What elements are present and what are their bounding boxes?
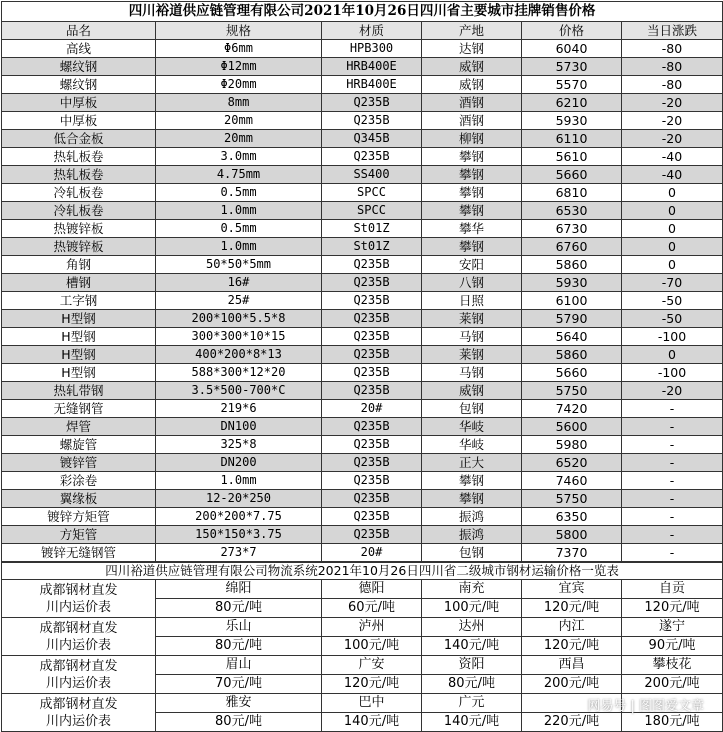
spec-cell: 25# xyxy=(156,292,322,310)
change-cell: -50 xyxy=(622,310,723,328)
material-cell: Q235B xyxy=(322,346,422,364)
product-name-cell: 热镀锌板 xyxy=(2,220,156,238)
origin-cell: 莱钢 xyxy=(422,310,522,328)
spec-cell: 0.5mm xyxy=(156,220,322,238)
origin-cell: 日照 xyxy=(422,292,522,310)
table-row xyxy=(2,40,723,58)
table-row xyxy=(2,436,723,454)
price-cell: 5980 xyxy=(522,436,622,454)
change-cell: - xyxy=(622,526,723,544)
origin-cell: 威钢 xyxy=(422,58,522,76)
spec-cell: 12-20*250 xyxy=(156,490,322,508)
table-row xyxy=(2,400,723,418)
change-cell: 0 xyxy=(622,184,723,202)
freight-price-cell: 80元/吨 xyxy=(156,599,322,618)
product-name-cell: 槽钢 xyxy=(2,274,156,292)
table-row xyxy=(2,328,723,346)
change-cell: -80 xyxy=(622,58,723,76)
product-name-cell: 翼缘板 xyxy=(2,490,156,508)
city-name-cell: 西昌 xyxy=(522,656,622,675)
spec-cell: 8mm xyxy=(156,94,322,112)
price-cell: 6730 xyxy=(522,220,622,238)
freight-label-line1: 成都钢材直发 xyxy=(39,658,118,674)
city-name-cell: 南充 xyxy=(422,580,522,599)
spec-cell: DN200 xyxy=(156,454,322,472)
change-cell: 0 xyxy=(622,238,723,256)
material-cell: Q235B xyxy=(322,274,422,292)
price-cell: 5660 xyxy=(522,364,622,382)
table-row xyxy=(2,310,723,328)
material-cell: SS400 xyxy=(322,166,422,184)
change-cell: 0 xyxy=(622,202,723,220)
price-cell: 6350 xyxy=(522,508,622,526)
table-row xyxy=(2,292,723,310)
origin-cell: 攀钢 xyxy=(422,184,522,202)
freight-city-row xyxy=(2,580,723,599)
change-cell: - xyxy=(622,400,723,418)
origin-cell: 马钢 xyxy=(422,364,522,382)
city-name-cell: 遂宁 xyxy=(622,618,723,637)
material-cell: Q235B xyxy=(322,418,422,436)
material-cell: Q235B xyxy=(322,310,422,328)
header-cell: 价格 xyxy=(522,22,622,40)
change-cell: -20 xyxy=(622,130,723,148)
origin-cell: 马钢 xyxy=(422,328,522,346)
price-cell: 5790 xyxy=(522,310,622,328)
material-cell: Q235B xyxy=(322,526,422,544)
origin-cell: 攀钢 xyxy=(422,202,522,220)
table-row xyxy=(2,508,723,526)
freight-label-line2: 川内运价表 xyxy=(45,713,111,729)
table-row xyxy=(2,76,723,94)
city-name-cell: 资阳 xyxy=(422,656,522,675)
origin-cell: 柳钢 xyxy=(422,130,522,148)
freight-city-row xyxy=(2,656,723,675)
material-cell: Q235B xyxy=(322,364,422,382)
product-name-cell: 螺纹钢 xyxy=(2,76,156,94)
price-cell: 6040 xyxy=(522,40,622,58)
city-name-cell: 泸州 xyxy=(322,618,422,637)
city-name-cell: 广元 xyxy=(422,694,522,713)
table-row xyxy=(2,238,723,256)
price-cell: 6110 xyxy=(522,130,622,148)
freight-label-line1: 成都钢材直发 xyxy=(39,582,118,598)
change-cell: -40 xyxy=(622,166,723,184)
spec-cell: 300*300*10*15 xyxy=(156,328,322,346)
origin-cell: 攀钢 xyxy=(422,472,522,490)
origin-cell: 华岐 xyxy=(422,436,522,454)
spec-cell: Φ12mm xyxy=(156,58,322,76)
material-cell: Q235B xyxy=(322,490,422,508)
change-cell: - xyxy=(622,454,723,472)
material-cell: HRB400E xyxy=(322,58,422,76)
price-cell: 6210 xyxy=(522,94,622,112)
freight-route-label xyxy=(2,618,156,656)
product-name-cell: 高线 xyxy=(2,40,156,58)
freight-price-cell: 80元/吨 xyxy=(156,637,322,656)
origin-cell: 华岐 xyxy=(422,418,522,436)
header-cell: 产地 xyxy=(422,22,522,40)
spec-cell: 0.5mm xyxy=(156,184,322,202)
price-cell: 5640 xyxy=(522,328,622,346)
product-name-cell: 镀锌方矩管 xyxy=(2,508,156,526)
table-row xyxy=(2,418,723,436)
spec-cell: 273*7 xyxy=(156,544,322,562)
freight-price-cell: 180元/吨 xyxy=(622,713,723,732)
product-name-cell: 彩涂卷 xyxy=(2,472,156,490)
origin-cell: 攀钢 xyxy=(422,166,522,184)
change-cell: - xyxy=(622,508,723,526)
spec-cell: 588*300*12*20 xyxy=(156,364,322,382)
table-row xyxy=(2,202,723,220)
freight-price-cell: 200元/吨 xyxy=(622,675,723,694)
table-row xyxy=(2,256,723,274)
table-row xyxy=(2,490,723,508)
product-name-cell: 角钢 xyxy=(2,256,156,274)
freight-table-title: 四川裕道供应链管理有限公司物流系统2021年10月26日四川省二级城市钢材运输价格一览表 xyxy=(2,563,723,580)
spec-cell: 20mm xyxy=(156,130,322,148)
spec-cell: 1.0mm xyxy=(156,472,322,490)
material-cell: Q235B xyxy=(322,112,422,130)
product-name-cell: 热轧板卷 xyxy=(2,148,156,166)
spec-cell: 150*150*3.75 xyxy=(156,526,322,544)
city-name-cell: 眉山 xyxy=(156,656,322,675)
change-cell: - xyxy=(622,436,723,454)
price-cell: 5930 xyxy=(522,274,622,292)
spec-cell: 20mm xyxy=(156,112,322,130)
table-row xyxy=(2,274,723,292)
freight-table-title-row xyxy=(2,563,723,580)
freight-route-label xyxy=(2,694,156,732)
change-cell: -80 xyxy=(622,40,723,58)
change-cell: -20 xyxy=(622,112,723,130)
origin-cell: 包钢 xyxy=(422,544,522,562)
price-cell: 7370 xyxy=(522,544,622,562)
material-cell: Q235B xyxy=(322,508,422,526)
freight-label-line2: 川内运价表 xyxy=(45,637,111,653)
table-row xyxy=(2,166,723,184)
product-name-cell: 镀锌无缝钢管 xyxy=(2,544,156,562)
material-cell: St01Z xyxy=(322,220,422,238)
header-cell: 材质 xyxy=(322,22,422,40)
table-row xyxy=(2,220,723,238)
change-cell: - xyxy=(622,418,723,436)
material-cell: 20# xyxy=(322,544,422,562)
freight-label-line2: 川内运价表 xyxy=(45,675,111,691)
freight-label-line2: 川内运价表 xyxy=(45,599,111,615)
freight-price-cell: 100元/吨 xyxy=(422,599,522,618)
city-name-cell: 绵阳 xyxy=(156,580,322,599)
freight-route-label xyxy=(2,580,156,618)
product-name-cell: 焊管 xyxy=(2,418,156,436)
freight-label-line1: 成都钢材直发 xyxy=(39,696,118,712)
change-cell: -40 xyxy=(622,148,723,166)
origin-cell: 八钢 xyxy=(422,274,522,292)
freight-price-cell: 100元/吨 xyxy=(322,637,422,656)
price-cell: 5600 xyxy=(522,418,622,436)
spec-cell: 1.0mm xyxy=(156,238,322,256)
change-cell: -100 xyxy=(622,364,723,382)
origin-cell: 莱钢 xyxy=(422,346,522,364)
price-cell: 5750 xyxy=(522,490,622,508)
origin-cell: 攀钢 xyxy=(422,490,522,508)
product-name-cell: 螺纹钢 xyxy=(2,58,156,76)
origin-cell: 攀钢 xyxy=(422,148,522,166)
price-cell: 7420 xyxy=(522,400,622,418)
freight-price-cell: 140元/吨 xyxy=(422,637,522,656)
city-name-cell: 雅安 xyxy=(156,694,322,713)
material-cell: Q235B xyxy=(322,256,422,274)
page xyxy=(1,1,722,729)
origin-cell: 酒钢 xyxy=(422,94,522,112)
spec-cell: 4.75mm xyxy=(156,166,322,184)
origin-cell: 安阳 xyxy=(422,256,522,274)
material-cell: HRB400E xyxy=(322,76,422,94)
price-cell: 6100 xyxy=(522,292,622,310)
origin-cell: 酒钢 xyxy=(422,112,522,130)
change-cell: 0 xyxy=(622,346,723,364)
material-cell: HPB300 xyxy=(322,40,422,58)
freight-price-cell: 120元/吨 xyxy=(622,599,723,618)
city-name-cell: 自贡 xyxy=(622,580,723,599)
origin-cell: 达钢 xyxy=(422,40,522,58)
product-name-cell: 热镀锌板 xyxy=(2,238,156,256)
freight-label-line1: 成都钢材直发 xyxy=(39,620,118,636)
origin-cell: 振鸿 xyxy=(422,508,522,526)
product-name-cell: 低合金板 xyxy=(2,130,156,148)
change-cell: - xyxy=(622,472,723,490)
change-cell: 0 xyxy=(622,256,723,274)
spec-cell: Φ6mm xyxy=(156,40,322,58)
product-name-cell: H型钢 xyxy=(2,346,156,364)
change-cell: -50 xyxy=(622,292,723,310)
city-name-cell: 宜宾 xyxy=(522,580,622,599)
origin-cell: 攀钢 xyxy=(422,238,522,256)
spec-cell: DN100 xyxy=(156,418,322,436)
product-name-cell: 中厚板 xyxy=(2,112,156,130)
material-cell: Q235B xyxy=(322,472,422,490)
price-cell: 5730 xyxy=(522,58,622,76)
price-cell: 7460 xyxy=(522,472,622,490)
product-name-cell: 冷轧板卷 xyxy=(2,184,156,202)
city-name-cell: 内江 xyxy=(522,618,622,637)
spec-cell: 325*8 xyxy=(156,436,322,454)
price-cell: 5750 xyxy=(522,382,622,400)
table-row xyxy=(2,148,723,166)
price-cell: 5570 xyxy=(522,76,622,94)
spec-cell: 219*6 xyxy=(156,400,322,418)
change-cell: -100 xyxy=(622,328,723,346)
price-cell: 5610 xyxy=(522,148,622,166)
product-name-cell: H型钢 xyxy=(2,310,156,328)
spec-cell: 50*50*5mm xyxy=(156,256,322,274)
city-name-cell: 攀枝花 xyxy=(622,656,723,675)
table-row xyxy=(2,94,723,112)
price-cell: 5860 xyxy=(522,256,622,274)
product-name-cell: 中厚板 xyxy=(2,94,156,112)
origin-cell: 威钢 xyxy=(422,382,522,400)
table-row xyxy=(2,472,723,490)
city-name-cell: 广安 xyxy=(322,656,422,675)
product-name-cell: 镀锌管 xyxy=(2,454,156,472)
price-cell: 6760 xyxy=(522,238,622,256)
table-row xyxy=(2,112,723,130)
material-cell: St01Z xyxy=(322,238,422,256)
product-name-cell: 工字钢 xyxy=(2,292,156,310)
origin-cell: 振鸿 xyxy=(422,526,522,544)
spec-cell: 400*200*8*13 xyxy=(156,346,322,364)
material-cell: 20# xyxy=(322,400,422,418)
origin-cell: 攀华 xyxy=(422,220,522,238)
price-cell: 5860 xyxy=(522,346,622,364)
freight-price-cell: 140元/吨 xyxy=(422,713,522,732)
product-name-cell: 无缝钢管 xyxy=(2,400,156,418)
origin-cell: 包钢 xyxy=(422,400,522,418)
table-row xyxy=(2,544,723,562)
city-name-cell: 达州 xyxy=(422,618,522,637)
watermark: 网易号 | 图图爱文章 xyxy=(587,699,704,714)
table-row xyxy=(2,184,723,202)
change-cell: -20 xyxy=(622,94,723,112)
change-cell: - xyxy=(622,490,723,508)
origin-cell: 威钢 xyxy=(422,76,522,94)
price-cell: 5800 xyxy=(522,526,622,544)
price-table-title: 四川裕道供应链管理有限公司2021年10月26日四川省主要城市挂牌销售价格 xyxy=(2,2,723,22)
material-cell: Q235B xyxy=(322,436,422,454)
spec-cell: 200*200*7.75 xyxy=(156,508,322,526)
price-cell: 5660 xyxy=(522,166,622,184)
spec-cell: 1.0mm xyxy=(156,202,322,220)
spec-cell: Φ20mm xyxy=(156,76,322,94)
product-name-cell: 方矩管 xyxy=(2,526,156,544)
header-cell: 品名 xyxy=(2,22,156,40)
city-name-cell: 巴中 xyxy=(322,694,422,713)
product-name-cell: H型钢 xyxy=(2,328,156,346)
product-name-cell: 热轧带钢 xyxy=(2,382,156,400)
table-row xyxy=(2,454,723,472)
price-table-header-row xyxy=(2,22,723,40)
spec-cell: 16# xyxy=(156,274,322,292)
header-cell: 规格 xyxy=(156,22,322,40)
freight-price-cell: 120元/吨 xyxy=(322,675,422,694)
price-cell: 6530 xyxy=(522,202,622,220)
spec-cell: 3.0mm xyxy=(156,148,322,166)
freight-price-cell: 200元/吨 xyxy=(522,675,622,694)
freight-price-cell: 80元/吨 xyxy=(422,675,522,694)
material-cell: Q235B xyxy=(322,454,422,472)
price-cell: 5930 xyxy=(522,112,622,130)
change-cell: -70 xyxy=(622,274,723,292)
material-cell: Q235B xyxy=(322,328,422,346)
product-name-cell: H型钢 xyxy=(2,364,156,382)
material-cell: Q235B xyxy=(322,382,422,400)
table-row xyxy=(2,346,723,364)
material-cell: Q235B xyxy=(322,148,422,166)
material-cell: Q235B xyxy=(322,292,422,310)
freight-price-cell: 60元/吨 xyxy=(322,599,422,618)
material-cell: SPCC xyxy=(322,184,422,202)
change-cell: -80 xyxy=(622,76,723,94)
freight-city-row xyxy=(2,618,723,637)
price-table-title-row xyxy=(2,2,723,22)
material-cell: Q345B xyxy=(322,130,422,148)
change-cell: 0 xyxy=(622,220,723,238)
table-row xyxy=(2,526,723,544)
change-cell: -20 xyxy=(622,382,723,400)
price-cell: 6520 xyxy=(522,454,622,472)
freight-price-cell: 90元/吨 xyxy=(622,637,723,656)
spec-cell: 200*100*5.5*8 xyxy=(156,310,322,328)
product-name-cell: 螺旋管 xyxy=(2,436,156,454)
table-row xyxy=(2,382,723,400)
price-cell: 6810 xyxy=(522,184,622,202)
spec-cell: 3.5*500-700*C xyxy=(156,382,322,400)
city-name-cell: 德阳 xyxy=(322,580,422,599)
material-cell: SPCC xyxy=(322,202,422,220)
table-row xyxy=(2,130,723,148)
origin-cell: 正大 xyxy=(422,454,522,472)
freight-route-label xyxy=(2,656,156,694)
freight-price-cell: 140元/吨 xyxy=(322,713,422,732)
change-cell: - xyxy=(622,544,723,562)
freight-price-cell: 120元/吨 xyxy=(522,637,622,656)
price-table xyxy=(1,1,723,562)
freight-price-cell: 220元/吨 xyxy=(522,713,622,732)
freight-price-cell: 120元/吨 xyxy=(522,599,622,618)
header-cell: 当日涨跌 xyxy=(622,22,723,40)
material-cell: Q235B xyxy=(322,94,422,112)
table-row xyxy=(2,58,723,76)
freight-price-cell: 70元/吨 xyxy=(156,675,322,694)
city-name-cell: 乐山 xyxy=(156,618,322,637)
table-row xyxy=(2,364,723,382)
product-name-cell: 热轧板卷 xyxy=(2,166,156,184)
freight-price-cell: 80元/吨 xyxy=(156,713,322,732)
product-name-cell: 冷轧板卷 xyxy=(2,202,156,220)
